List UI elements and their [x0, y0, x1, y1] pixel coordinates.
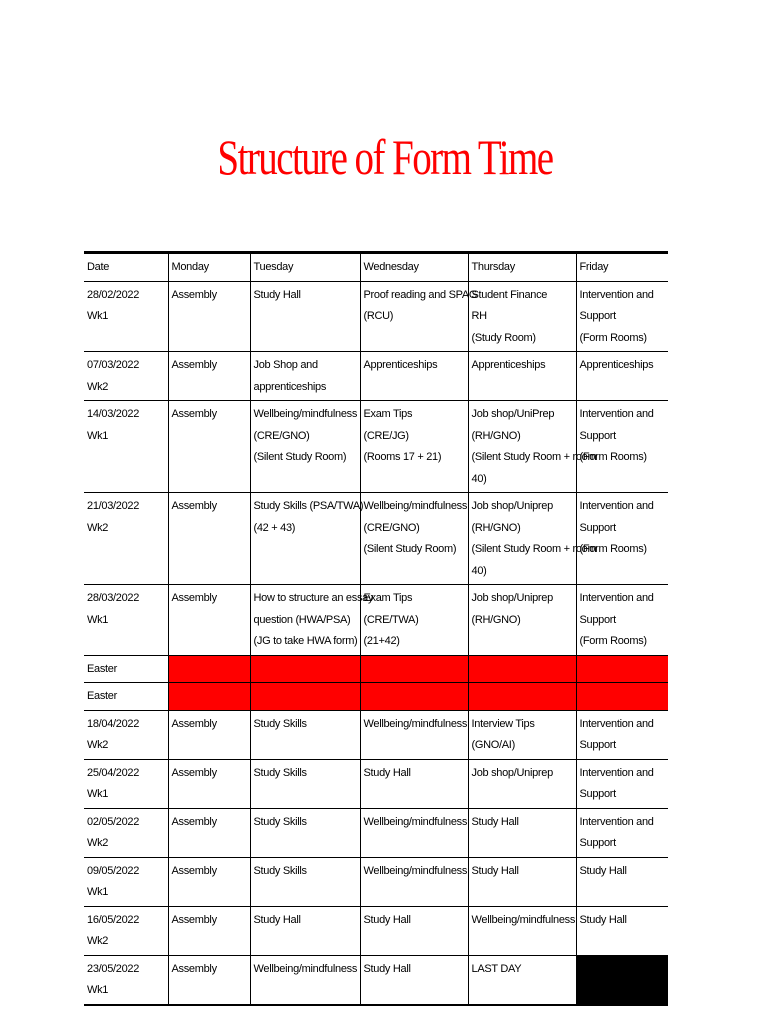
date-cell [84, 493, 168, 585]
tuesday-cell [250, 585, 374, 656]
cell-text: Study Skills [253, 864, 307, 877]
holiday-fill-cell [576, 683, 668, 711]
tuesday-cell [250, 352, 360, 401]
holiday-fill-cell [168, 683, 250, 711]
cell-text: Support [579, 613, 616, 626]
cell-text: Wk1 [87, 886, 109, 898]
cell-text: 18/04/2022 [87, 717, 140, 730]
monday-cell [168, 955, 250, 1005]
table-row [84, 857, 668, 906]
friday-cell [576, 352, 668, 401]
cell-text: Wk2 [87, 837, 109, 849]
holiday-fill-cell [468, 683, 576, 711]
cell-text: Apprenticeships [579, 359, 654, 371]
blackout-cell [576, 955, 668, 1005]
header-tuesday: Tuesday [250, 253, 360, 282]
table-row [84, 710, 668, 759]
cell-text: (RH/GNO) [471, 521, 521, 534]
cell-text: Intervention and [579, 815, 654, 828]
cell-text: Study Hall [471, 864, 519, 877]
table-header-row [84, 253, 668, 282]
cell-text: Wellbeing/mindfulness [253, 962, 358, 975]
cell-text: 07/03/2022 [87, 359, 140, 371]
cell-text: 25/04/2022 [87, 766, 140, 779]
date-cell [84, 857, 168, 906]
table-row [84, 401, 668, 493]
cell-text: 28/02/2022 [87, 288, 140, 301]
cell-text: Study Hall [471, 815, 519, 828]
friday-cell [576, 759, 668, 808]
header-wednesday: Wednesday [360, 253, 468, 282]
holiday-fill-cell [360, 683, 468, 711]
cell-text: (Rooms 17 + 21) [363, 451, 442, 463]
cell-text: Assembly [171, 359, 217, 371]
wednesday-cell [360, 710, 468, 759]
thursday-cell [468, 281, 576, 352]
cell-text: Assembly [171, 962, 217, 975]
date-cell [84, 710, 168, 759]
cell-text: Assembly [171, 592, 217, 604]
tuesday-cell [250, 710, 360, 759]
tuesday-cell [250, 281, 360, 352]
cell-text: Wellbeing/mindfulness [471, 913, 576, 926]
table-row [84, 759, 668, 808]
cell-text: Study Skills (PSA/TWA) [253, 500, 364, 512]
cell-text: apprenticeships [253, 380, 327, 393]
cell-text: Wellbeing/mindfulness [363, 864, 468, 877]
cell-text: (Silent Study Room) [253, 451, 347, 463]
cell-text: Wk2 [87, 380, 109, 393]
cell-text: Proof reading and SPAG [363, 288, 478, 301]
cell-text: (RCU) [363, 310, 394, 322]
holiday-fill-cell [168, 655, 250, 683]
cell-text: Wellbeing/mindfulness [363, 815, 468, 828]
cell-text: Support [579, 310, 616, 322]
wednesday-cell [360, 493, 468, 585]
cell-text: Apprenticeships [471, 359, 546, 371]
cell-text: Wk2 [87, 739, 109, 751]
cell-text: Job shop/Uniprep [471, 592, 553, 604]
cell-text: question (HWA/PSA) [253, 613, 351, 626]
table-row [84, 906, 668, 955]
wednesday-cell [360, 857, 468, 906]
cell-text: Apprenticeships [363, 359, 438, 371]
cell-text: 21/03/2022 [87, 500, 140, 512]
friday-cell [576, 585, 668, 656]
cell-text: Exam Tips [363, 408, 413, 420]
thursday-cell [468, 857, 576, 906]
cell-text: (21+42) [363, 635, 400, 647]
date-cell [84, 585, 168, 656]
cell-text: (Form Rooms) [579, 451, 647, 463]
monday-cell [168, 857, 250, 906]
tuesday-cell [250, 759, 360, 808]
cell-text: (CRE/JG) [363, 429, 409, 442]
date-cell [84, 352, 168, 401]
thursday-cell [468, 401, 597, 493]
date-cell [84, 808, 168, 857]
thursday-cell [468, 493, 597, 585]
cell-text: Support [579, 788, 616, 800]
holiday-fill-cell [250, 683, 360, 711]
cell-text: 40) [471, 472, 487, 485]
tuesday-cell [250, 493, 364, 585]
cell-text: Job shop/UniPrep [471, 408, 555, 420]
cell-text: Study Hall [253, 913, 301, 926]
cell-text: Study Skills [253, 717, 307, 730]
cell-text: How to structure an essay [253, 592, 374, 604]
cell-text: Wk1 [87, 613, 109, 626]
cell-text: Assembly [171, 766, 217, 779]
cell-text: (JG to take HWA form) [253, 635, 358, 647]
cell-text: Intervention and [579, 500, 654, 512]
cell-text: Study Hall [363, 766, 411, 779]
thursday-cell [468, 808, 576, 857]
cell-text: 14/03/2022 [87, 408, 140, 420]
tuesday-cell [250, 955, 360, 1005]
cell-text: LAST DAY [471, 962, 522, 975]
date-cell [84, 281, 168, 352]
cell-text: Job shop/Uniprep [471, 500, 553, 512]
header-monday: Monday [168, 253, 250, 282]
header-thursday: Thursday [468, 253, 576, 282]
cell-text: Intervention and [579, 717, 654, 730]
cell-text: Assembly [171, 717, 217, 730]
holiday-fill-cell [250, 655, 360, 683]
cell-text: Student Finance [471, 288, 548, 301]
cell-text: (Form Rooms) [579, 635, 647, 647]
cell-text: 09/05/2022 [87, 864, 140, 877]
holiday-label: Easter [84, 683, 168, 711]
wednesday-cell [360, 352, 468, 401]
monday-cell [168, 710, 250, 759]
header-date: Date [84, 253, 168, 282]
tuesday-cell [250, 906, 360, 955]
tuesday-cell [250, 857, 360, 906]
cell-text: Intervention and [579, 408, 654, 420]
cell-text: Assembly [171, 815, 217, 828]
cell-text: (Form Rooms) [579, 543, 647, 555]
table-row [84, 352, 668, 401]
cell-text: Study Hall [579, 913, 627, 926]
cell-text: (CRE/GNO) [363, 521, 420, 534]
cell-text: (Form Rooms) [579, 331, 647, 344]
tuesday-cell [250, 401, 360, 493]
wednesday-cell [360, 808, 468, 857]
cell-text: (CRE/GNO) [253, 429, 310, 442]
cell-text: (RH/GNO) [471, 613, 521, 626]
table-row [84, 281, 668, 352]
monday-cell [168, 401, 250, 493]
cell-text: Support [579, 739, 616, 751]
cell-text: Assembly [171, 500, 217, 512]
cell-text: (Silent Study Room + room [471, 451, 597, 463]
thursday-cell [468, 906, 576, 955]
cell-text: Wk1 [87, 310, 109, 322]
cell-text: Wk2 [87, 521, 109, 534]
monday-cell [168, 759, 250, 808]
cell-text: Assembly [171, 913, 217, 926]
cell-text: Intervention and [579, 288, 654, 301]
cell-text: Assembly [171, 864, 217, 877]
cell-text: (RH/GNO) [471, 429, 521, 442]
cell-text: Study Skills [253, 766, 307, 779]
friday-cell [576, 493, 668, 585]
date-cell [84, 759, 168, 808]
thursday-cell [468, 352, 576, 401]
cell-text: 16/05/2022 [87, 913, 140, 926]
cell-text: 40) [471, 564, 487, 577]
cell-text: Wellbeing/mindfulness [253, 408, 358, 420]
cell-text: Wellbeing/mindfulness [363, 717, 468, 730]
cell-text: (42 + 43) [253, 521, 296, 534]
friday-cell [576, 857, 668, 906]
monday-cell [168, 352, 250, 401]
friday-cell [576, 710, 668, 759]
cell-text: Study Hall [363, 962, 411, 975]
date-cell [84, 955, 168, 1005]
page-title: Structure of Form Time [217, 129, 553, 185]
friday-cell [576, 808, 668, 857]
cell-text: Intervention and [579, 766, 654, 779]
cell-text: Study Skills [253, 815, 307, 828]
wednesday-cell [360, 401, 468, 493]
cell-text: 23/05/2022 [87, 962, 140, 975]
cell-text: Wk1 [87, 788, 109, 800]
cell-text: Support [579, 429, 616, 442]
wednesday-cell [360, 585, 468, 656]
cell-text: (Silent Study Room) [363, 543, 457, 555]
cell-text: Assembly [171, 288, 217, 301]
wednesday-cell [360, 281, 478, 352]
friday-cell [576, 401, 668, 493]
cell-text: Intervention and [579, 592, 654, 604]
holiday-fill-cell [576, 655, 668, 683]
table-row [84, 955, 668, 1005]
cell-text: Exam Tips [363, 592, 413, 604]
header-friday: Friday [576, 253, 668, 282]
holiday-row [84, 655, 668, 683]
cell-text: RH [471, 310, 487, 322]
cell-text: Interview Tips [471, 717, 535, 730]
thursday-cell [468, 585, 576, 656]
cell-text: Support [579, 521, 616, 534]
table-row [84, 808, 668, 857]
thursday-cell [468, 710, 576, 759]
cell-text: Job shop/Uniprep [471, 766, 553, 779]
cell-text: Wellbeing/mindfulness [363, 500, 468, 512]
holiday-label: Easter [84, 655, 168, 683]
table-row [84, 493, 668, 585]
cell-text: Support [579, 837, 616, 849]
cell-text: Job Shop and [253, 359, 318, 371]
cell-text: Study Hall [253, 288, 301, 301]
monday-cell [168, 585, 250, 656]
wednesday-cell [360, 955, 468, 1005]
holiday-fill-cell [468, 655, 576, 683]
friday-cell [576, 906, 668, 955]
monday-cell [168, 906, 250, 955]
table-row [84, 585, 668, 656]
cell-text: 02/05/2022 [87, 815, 140, 828]
tuesday-cell [250, 808, 360, 857]
cell-text: 28/03/2022 [87, 592, 140, 604]
holiday-row [84, 683, 668, 711]
cell-text: (CRE/TWA) [363, 613, 419, 626]
form-time-table [84, 251, 668, 1006]
cell-text: Study Hall [363, 913, 411, 926]
holiday-fill-cell [360, 655, 468, 683]
cell-text: Wk2 [87, 935, 109, 947]
wednesday-cell [360, 906, 468, 955]
cell-text: Assembly [171, 408, 217, 420]
cell-text: Study Hall [579, 864, 627, 877]
cell-text: (Study Room) [471, 331, 536, 344]
cell-text: Wk1 [87, 429, 109, 442]
thursday-cell [468, 955, 576, 1005]
cell-text: (Silent Study Room + room [471, 543, 597, 555]
monday-cell [168, 281, 250, 352]
cell-text: Wk1 [87, 984, 109, 996]
monday-cell [168, 493, 250, 585]
cell-text: (GNO/AI) [471, 739, 515, 751]
thursday-cell [468, 759, 576, 808]
date-cell [84, 401, 168, 493]
friday-cell [576, 281, 668, 352]
monday-cell [168, 808, 250, 857]
date-cell [84, 906, 168, 955]
wednesday-cell [360, 759, 468, 808]
